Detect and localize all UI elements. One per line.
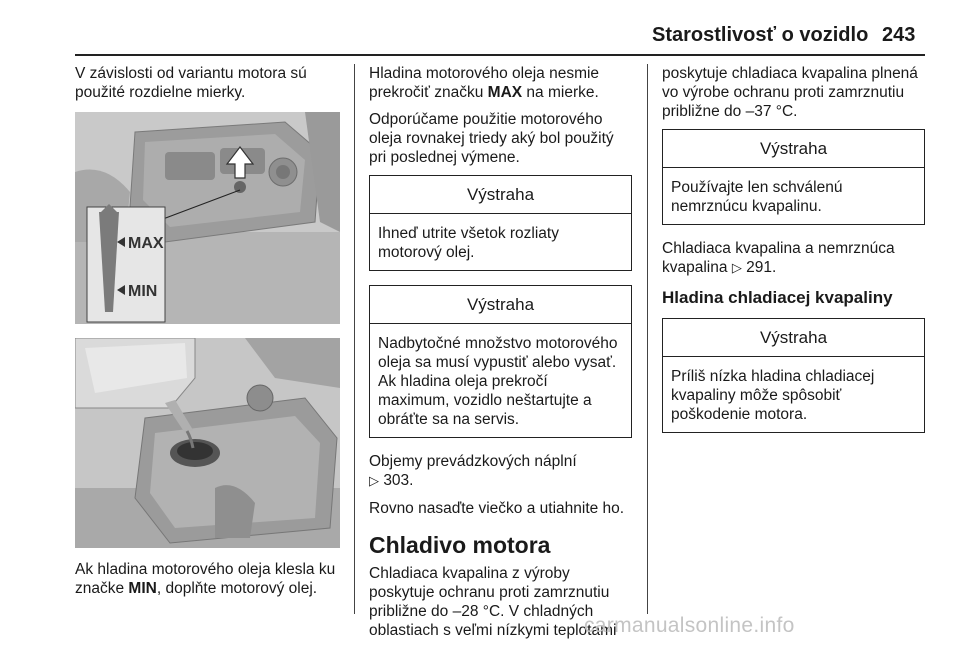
max-text-bold: MAX (487, 84, 523, 101)
intro-text: V závislosti od variantu motora sú použité rozdielne mierky. (75, 65, 307, 101)
page-reference-icon: ▷ (369, 474, 379, 489)
left-column (75, 64, 345, 110)
warning-text: Príliš nízka hladina chladiacej kvapaliny môže spôsobiť poškodenie motora. (671, 368, 875, 423)
oil-grade-text: Odporúčame použitie motorového oleja rovnakej triedy aký bol použitý pri poslednej výmene. (369, 111, 614, 166)
watermark: carmanualsonline.info (584, 614, 795, 637)
warning-box-spilled-oil (369, 175, 632, 271)
antifreeze-text: poskytuje chladiaca kvapalina plnená vo výrobe ochranu proti zamrznutiu približne do –37 °C. (662, 65, 918, 120)
right-column (662, 64, 925, 447)
warning-text: Nadbytočné množstvo motorového oleja sa musí vypustiť alebo vysať. Ak hladina oleja prekročí maximum, vozidlo neštartujte a obráťte sa na servis. (378, 335, 618, 428)
max-level-text (369, 64, 632, 102)
warning-text: Ihneď utrite všetok rozliaty motorový olej. (378, 225, 559, 261)
caption-text (75, 560, 345, 598)
dipstick-max-label: MAX (128, 235, 164, 252)
coolant-ref-text: Chladiaca kvapalina a nemrznúca kvapalina (662, 240, 895, 276)
oil-filling-illustration (75, 338, 340, 548)
capacities-text: Objemy prevádzkových náplní (369, 453, 577, 470)
dipstick-min-label: MIN (128, 283, 158, 300)
page-reference-icon: ▷ (731, 261, 742, 276)
page-number: 243 (882, 24, 916, 46)
middle-column (369, 64, 632, 648)
capacities-page-ref[interactable]: 303. (383, 472, 414, 489)
max-text-part1: Hladina motorového oleja nesmie prekročiť značku (369, 65, 600, 101)
left-caption (75, 560, 345, 606)
section-title-coolant: Chladivo motora (369, 532, 551, 558)
caption-part2: , doplňte motorový olej. (156, 580, 318, 597)
warning-title: Výstraha (663, 130, 924, 168)
max-text-part2: na mierke. (522, 84, 599, 101)
coolant-text: Chladiaca kvapalina z výroby poskytuje ochranu proti zamrznutiu približne do –28 °C. V chladných oblastiach s veľmi nízkymi teplotami (369, 565, 617, 639)
warning-title: Výstraha (370, 286, 631, 324)
engine-dipstick-drawing (75, 112, 340, 324)
subhead-coolant-level: Hladina chladiacej kvapaliny (662, 288, 893, 307)
warning-box-excess-oil (369, 285, 632, 438)
warning-box-approved-coolant (662, 129, 925, 225)
coolant-reference (662, 239, 925, 278)
capacities-reference (369, 452, 632, 491)
cap-instruction: Rovno nasaďte viečko a utiahnite ho. (369, 500, 625, 517)
warning-title: Výstraha (370, 176, 631, 214)
column-divider-2 (647, 64, 648, 614)
page-header-title: Starostlivosť o vozidlo (652, 24, 869, 46)
oil-pouring-drawing (75, 338, 340, 548)
warning-title: Výstraha (663, 319, 924, 357)
warning-box-low-coolant (662, 318, 925, 433)
coolant-page-ref[interactable]: 291. (746, 259, 777, 276)
caption-bold: MIN (128, 580, 157, 597)
dipstick-illustration (75, 112, 340, 324)
caption-part1: Ak hladina motorového oleja klesla ku značke (75, 561, 336, 597)
header-rule (75, 54, 925, 56)
column-divider-1 (354, 64, 355, 614)
warning-text: Používajte len schválenú nemrznúcu kvapalinu. (671, 179, 843, 215)
